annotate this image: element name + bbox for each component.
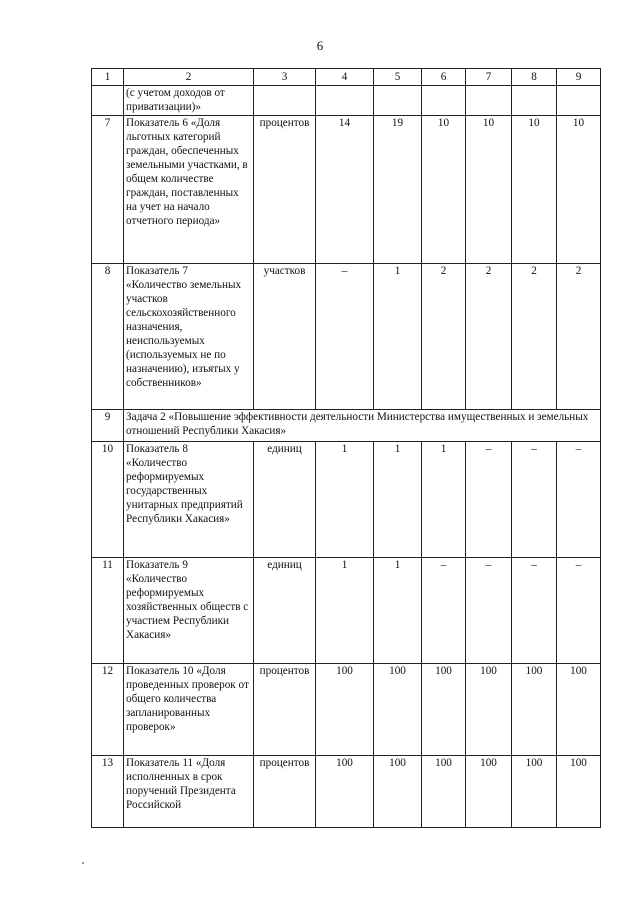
header-cell: 4 xyxy=(316,69,374,86)
value-cell: 100 xyxy=(316,756,374,828)
unit-cell: участков xyxy=(254,264,316,410)
header-row xyxy=(92,69,601,86)
row-number: 8 xyxy=(92,264,124,410)
value-cell: – xyxy=(466,558,512,664)
value-cell xyxy=(466,86,512,116)
value-cell xyxy=(512,86,557,116)
value-cell: 1 xyxy=(374,442,422,558)
table-row xyxy=(92,264,601,410)
row-number: 9 xyxy=(92,410,124,442)
row-number: 12 xyxy=(92,664,124,756)
value-cell: 10 xyxy=(557,116,601,264)
value-cell: 1 xyxy=(374,264,422,410)
page-number: 6 xyxy=(316,38,324,53)
header-cell: 3 xyxy=(254,69,316,86)
unit-cell: единиц xyxy=(254,558,316,664)
value-cell xyxy=(557,86,601,116)
value-cell: 2 xyxy=(422,264,466,410)
unit-cell: процентов xyxy=(254,664,316,756)
value-cell: 100 xyxy=(374,664,422,756)
value-cell: 10 xyxy=(466,116,512,264)
indicator-name: Показатель 6 «Доля льготных категорий граждан, обеспеченных земельными участками, в общем количестве граждан, поставленных на учет на начало отчетного периода» xyxy=(124,116,254,264)
value-cell: – xyxy=(557,558,601,664)
table-row xyxy=(92,116,601,264)
table-row xyxy=(92,442,601,558)
header-cell: 5 xyxy=(374,69,422,86)
indicator-name: Показатель 7 «Количество земельных участков сельскохозяйственного назначения, неиспользуемых (используемых не по назначению), изъятых у собственников» xyxy=(124,264,254,410)
value-cell: 2 xyxy=(466,264,512,410)
value-cell: – xyxy=(466,442,512,558)
indicator-name: Показатель 9 «Количество реформируемых хозяйственных обществ с участием Республики Хакасия» xyxy=(124,558,254,664)
indicators-table xyxy=(91,68,601,828)
table-row xyxy=(92,558,601,664)
row-number xyxy=(92,86,124,116)
value-cell: 100 xyxy=(374,756,422,828)
unit-cell: процентов xyxy=(254,116,316,264)
value-cell: – xyxy=(557,442,601,558)
indicator-name: Показатель 8 «Количество реформируемых государственных унитарных предприятий Республики Хакасия» xyxy=(124,442,254,558)
table-row xyxy=(92,664,601,756)
value-cell: – xyxy=(422,558,466,664)
row-number: 11 xyxy=(92,558,124,664)
value-cell: 100 xyxy=(316,664,374,756)
header-cell: 1 xyxy=(92,69,124,86)
value-cell: 100 xyxy=(512,756,557,828)
row-number: 13 xyxy=(92,756,124,828)
value-cell: 2 xyxy=(557,264,601,410)
row-number: 7 xyxy=(92,116,124,264)
value-cell: 1 xyxy=(374,558,422,664)
value-cell: 14 xyxy=(316,116,374,264)
header-cell: 7 xyxy=(466,69,512,86)
unit-cell xyxy=(254,86,316,116)
value-cell: 100 xyxy=(557,756,601,828)
value-cell: 100 xyxy=(466,664,512,756)
indicator-name: Показатель 10 «Доля проведенных проверок от общего количества запланированных проверок» xyxy=(124,664,254,756)
value-cell xyxy=(374,86,422,116)
value-cell xyxy=(316,86,374,116)
value-cell: 100 xyxy=(512,664,557,756)
value-cell xyxy=(422,86,466,116)
header-cell: 9 xyxy=(557,69,601,86)
header-cell: 8 xyxy=(512,69,557,86)
task-title: Задача 2 «Повышение эффективности деятельности Министерства имущественных и земельных отношений Республики Хакасия» xyxy=(124,410,601,442)
value-cell: 1 xyxy=(422,442,466,558)
indicator-name: (с учетом доходов от приватизации)» xyxy=(124,86,254,116)
table-row xyxy=(92,756,601,828)
scan-speck xyxy=(82,862,84,864)
value-cell: 10 xyxy=(422,116,466,264)
task-row xyxy=(92,410,601,442)
table-row xyxy=(92,86,601,116)
unit-cell: процентов xyxy=(254,756,316,828)
header-cell: 2 xyxy=(124,69,254,86)
header-cell: 6 xyxy=(422,69,466,86)
value-cell: – xyxy=(512,442,557,558)
value-cell: 100 xyxy=(557,664,601,756)
indicator-name: Показатель 11 «Доля исполненных в срок поручений Президента Российской xyxy=(124,756,254,828)
value-cell: 1 xyxy=(316,442,374,558)
row-number: 10 xyxy=(92,442,124,558)
value-cell: – xyxy=(316,264,374,410)
value-cell: 2 xyxy=(512,264,557,410)
value-cell: 1 xyxy=(316,558,374,664)
value-cell: – xyxy=(512,558,557,664)
value-cell: 100 xyxy=(422,756,466,828)
value-cell: 10 xyxy=(512,116,557,264)
value-cell: 100 xyxy=(466,756,512,828)
value-cell: 100 xyxy=(422,664,466,756)
value-cell: 19 xyxy=(374,116,422,264)
unit-cell: единиц xyxy=(254,442,316,558)
